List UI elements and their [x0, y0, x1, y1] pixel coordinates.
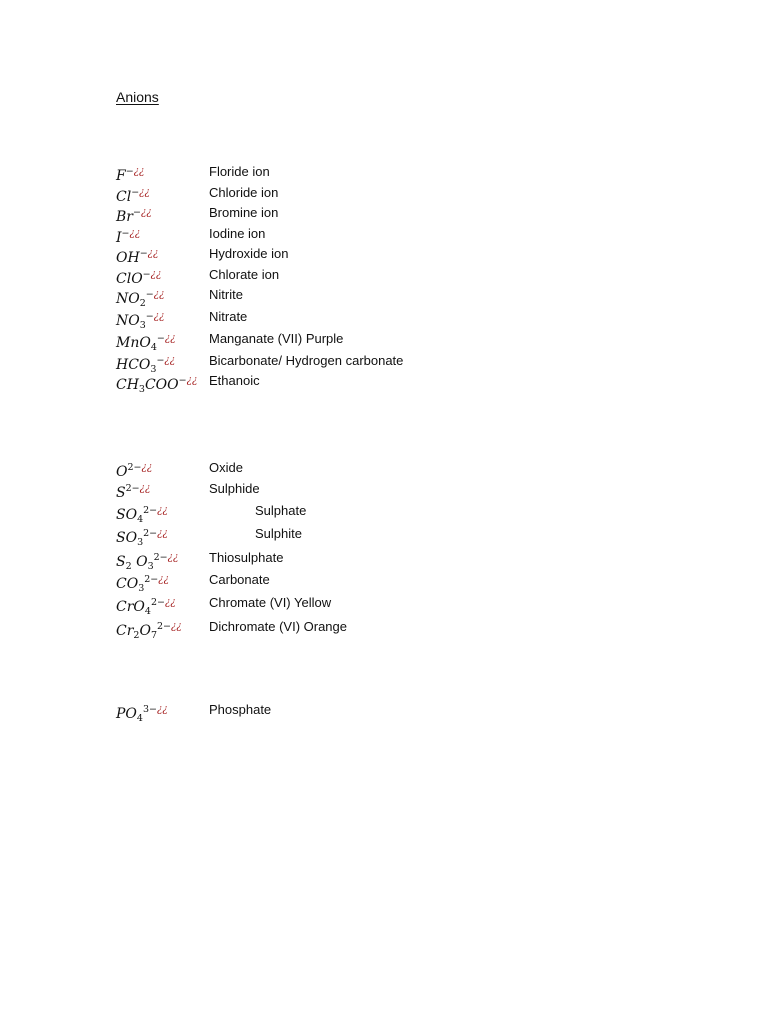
- formula-artifact: ¿¿: [150, 269, 162, 280]
- ion-formula: [116, 701, 168, 728]
- ion-row: [116, 308, 676, 331]
- formula-symbol: O: [139, 623, 151, 639]
- ion-row: [116, 618, 676, 641]
- ion-row: [116, 163, 676, 183]
- formula-symbol: O: [116, 464, 128, 480]
- ion-name: Dichromate (VI) Orange: [209, 619, 347, 634]
- formula-artifact: ¿¿: [158, 574, 169, 585]
- ion-row: [116, 286, 676, 309]
- formula-charge: 2−: [143, 505, 158, 516]
- ion-name: Ethanoic: [209, 373, 260, 388]
- formula-subscript: 4: [136, 713, 143, 724]
- formula-artifact: ¿¿: [164, 597, 176, 608]
- formula-charge: 2−: [125, 483, 140, 494]
- formula-symbol: Br: [116, 209, 133, 225]
- formula-symbol: Cr: [116, 623, 134, 639]
- formula-charge: −: [132, 207, 141, 218]
- formula-subscript: 3: [150, 364, 157, 375]
- formula-artifact: ¿¿: [133, 166, 145, 177]
- ion-formula: [116, 245, 158, 267]
- ion-formula: [116, 204, 152, 226]
- formula-symbol: SO: [116, 530, 138, 546]
- ion-name: Thiosulphate: [209, 550, 284, 565]
- formula-subscript: 2: [139, 298, 146, 309]
- ion-row: [116, 330, 676, 353]
- ion-name: Hydroxide ion: [209, 246, 289, 261]
- formula-symbol: I: [116, 230, 122, 246]
- ion-row: [116, 352, 676, 375]
- formula-subscript: 3: [138, 583, 145, 594]
- ion-formula: [116, 459, 152, 481]
- ion-formula: [116, 266, 161, 288]
- ion-row: [116, 459, 676, 479]
- formula-subscript: 3: [138, 384, 145, 395]
- ion-formula: [116, 480, 150, 502]
- ion-name: Manganate (VII) Purple: [209, 331, 344, 346]
- ion-formula: [116, 372, 197, 399]
- formula-symbol: S: [116, 554, 126, 570]
- formula-symbol: OH: [116, 250, 140, 266]
- ion-row: [116, 594, 676, 617]
- formula-subscript: 2: [133, 630, 140, 641]
- formula-symbol: Cl: [116, 189, 132, 205]
- formula-symbol: F: [116, 168, 126, 184]
- formula-artifact: ¿¿: [167, 552, 179, 563]
- formula-artifact: ¿¿: [164, 355, 176, 366]
- formula-artifact: ¿¿: [139, 483, 151, 494]
- formula-symbol: COO: [144, 377, 179, 393]
- formula-artifact: ¿¿: [186, 375, 198, 386]
- formula-charge: −: [156, 333, 165, 344]
- formula-charge: −: [142, 269, 151, 280]
- ion-name: Nitrite: [209, 287, 243, 302]
- formula-charge: −: [139, 248, 148, 259]
- formula-subscript: 2: [125, 561, 132, 572]
- formula-artifact: ¿¿: [171, 621, 182, 632]
- formula-artifact: ¿¿: [156, 704, 168, 715]
- ion-row: [116, 571, 676, 594]
- formula-charge: −: [145, 311, 154, 322]
- ion-row: [116, 184, 676, 204]
- formula-charge: 2−: [144, 574, 159, 585]
- ion-formula: [116, 525, 168, 552]
- formula-charge: −: [131, 187, 140, 198]
- ion-name: Nitrate: [209, 309, 248, 324]
- ion-row: [116, 245, 676, 265]
- ion-row: [116, 502, 676, 525]
- formula-symbol: PO: [116, 706, 137, 722]
- formula-subscript: 3: [139, 320, 146, 331]
- formula-symbol: SO: [116, 507, 138, 523]
- ion-row: [116, 480, 676, 500]
- formula-artifact: ¿¿: [157, 528, 168, 539]
- formula-charge: 2−: [143, 528, 158, 539]
- ion-formula: [116, 163, 144, 185]
- ion-name: Oxide: [209, 460, 243, 475]
- formula-charge: −: [145, 289, 154, 300]
- formula-artifact: ¿¿: [153, 289, 165, 300]
- ion-name: Sulphide: [209, 481, 260, 496]
- ion-name: Sulphite: [255, 526, 302, 541]
- formula-symbol: CO: [116, 576, 139, 592]
- ion-formula: [116, 184, 150, 206]
- formula-artifact: ¿¿: [157, 505, 168, 516]
- formula-artifact: ¿¿: [141, 462, 153, 473]
- ion-name: Floride ion: [209, 164, 270, 179]
- ion-name: Bicarbonate/ Hydrogen carbonate: [209, 353, 404, 368]
- formula-symbol: ClO: [116, 271, 143, 287]
- formula-charge: 2−: [127, 462, 142, 473]
- formula-symbol: MnO: [116, 335, 151, 351]
- ion-name: Bromine ion: [209, 205, 279, 220]
- formula-artifact: ¿¿: [129, 228, 141, 239]
- formula-artifact: ¿¿: [140, 207, 152, 218]
- ion-row: [116, 225, 676, 245]
- ion-formula: [116, 225, 140, 247]
- formula-symbol: S: [116, 485, 126, 501]
- ion-row: [116, 701, 676, 724]
- formula-subscript: 3: [147, 561, 154, 572]
- formula-symbol: CrO: [116, 599, 145, 615]
- formula-charge: 3−: [142, 704, 157, 715]
- page-title: Anions: [116, 89, 159, 105]
- ion-name: Phosphate: [209, 702, 272, 717]
- formula-charge: 2−: [156, 621, 171, 632]
- formula-charge: −: [178, 375, 187, 386]
- ion-row: [116, 204, 676, 224]
- ion-row: [116, 549, 676, 572]
- formula-symbol: HCO: [116, 357, 151, 373]
- formula-subscript: 4: [144, 606, 151, 617]
- formula-subscript: 7: [150, 630, 157, 641]
- ion-formula: [116, 618, 182, 645]
- formula-subscript: 3: [137, 537, 144, 548]
- ion-name: Chromate (VI) Yellow: [209, 595, 332, 610]
- ion-name: Chloride ion: [209, 185, 279, 200]
- formula-charge: 2−: [150, 597, 165, 608]
- formula-charge: −: [125, 166, 134, 177]
- formula-symbol: O: [131, 554, 148, 570]
- formula-charge: 2−: [153, 552, 168, 563]
- formula-subscript: 4: [150, 342, 157, 353]
- ion-row: [116, 266, 676, 286]
- ion-row: [116, 525, 676, 548]
- ion-formula: [116, 594, 176, 621]
- formula-charge: −: [121, 228, 130, 239]
- ion-name: Chlorate ion: [209, 267, 280, 282]
- formula-symbol: NO: [116, 313, 140, 329]
- formula-artifact: ¿¿: [164, 333, 176, 344]
- formula-symbol: CH: [116, 377, 139, 393]
- formula-artifact: ¿¿: [153, 311, 165, 322]
- ion-name: Carbonate: [209, 572, 270, 587]
- ion-name: Iodine ion: [209, 226, 266, 241]
- formula-charge: −: [156, 355, 165, 366]
- ion-name: Sulphate: [255, 503, 307, 518]
- formula-artifact: ¿¿: [139, 187, 150, 198]
- formula-artifact: ¿¿: [147, 248, 159, 259]
- ion-row: [116, 372, 676, 395]
- formula-subscript: 4: [137, 514, 144, 525]
- formula-symbol: NO: [116, 291, 140, 307]
